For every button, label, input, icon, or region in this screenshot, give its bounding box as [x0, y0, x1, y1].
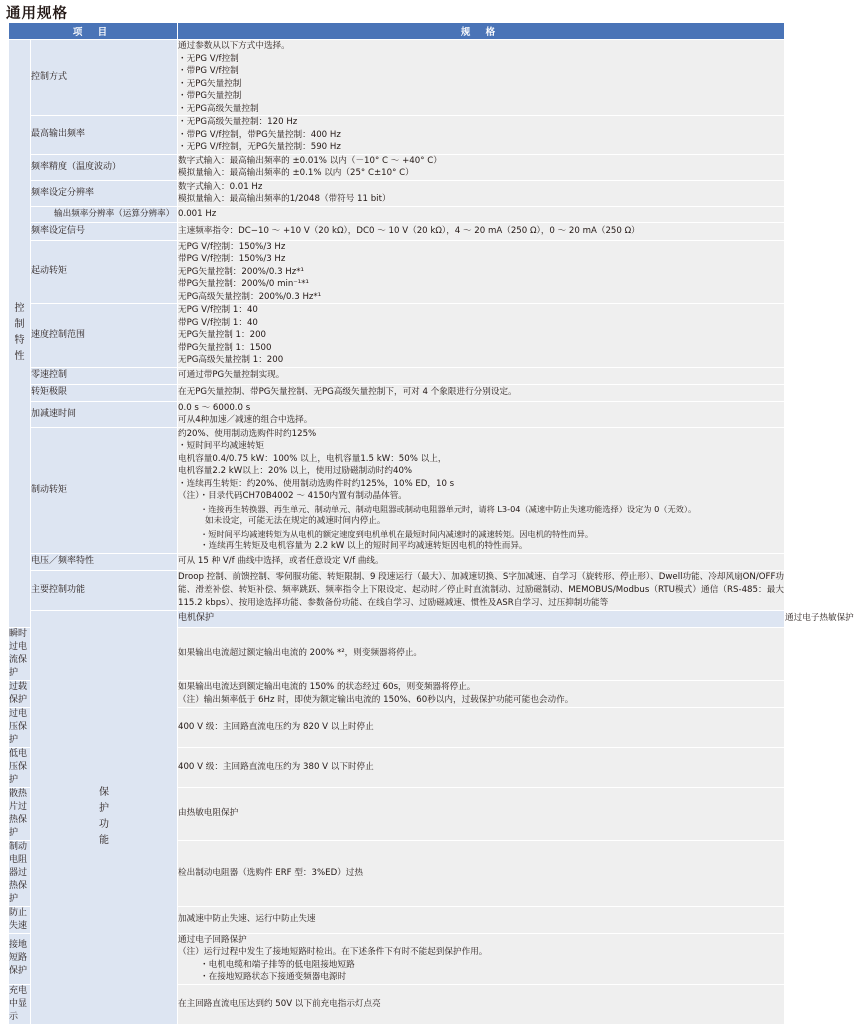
item-label: 充电中显示	[9, 984, 31, 1024]
spec-table	[8, 22, 854, 1025]
item-label: 频率精度（温度波动）	[31, 154, 178, 180]
table-row	[9, 240, 785, 304]
spec-cell: 如果输出电流超过额定输出电流的 200% *²，则变频器将停止。	[178, 627, 785, 680]
table-header-row	[9, 23, 785, 40]
spec-cell: 数字式输入：0.01 Hz 模拟量输入：最高输出频率的1/2048（带符号 11 bit）	[178, 180, 785, 206]
item-label: 制动转矩	[31, 427, 178, 553]
category-control: 控制特性	[9, 40, 31, 628]
item-label: 防止失速	[9, 906, 31, 933]
item-label: 散热片过热保护	[9, 787, 31, 840]
spec-cell: 通过电子回路保护 （注）运行过程中发生了接地短路时检出。在下述条件下有时不能起到保护作用。 ・电机电缆和端子排等的低电阻接地短路 ・在接地短路状态下接通变频器电源时	[178, 933, 785, 984]
spec-cell: 主速频率指令：DC−10 ～ +10 V（20 kΩ），DC0 ～ 10 V（20 kΩ），4 ～ 20 mA（250 Ω），0 ～ 20 mA（250 Ω）	[178, 222, 785, 240]
spec-cell: 0.001 Hz	[178, 206, 785, 222]
category-protection: 保护功能	[31, 610, 178, 1024]
table-row: 保护功能 电机保护 通过电子热敏保护	[9, 610, 785, 627]
table-row	[9, 154, 785, 180]
spec-cell: 无PG V/f控制 1：40 带PG V/f控制 1：40 无PG矢量控制 1：200 带PG矢量控制 1：1500 无PG高级矢量控制 1：200	[178, 304, 785, 368]
spec-cell: 400 V 级：主回路直流电压约为 380 V 以下时停止	[178, 747, 785, 787]
table-row	[9, 553, 785, 570]
item-label: 最高输出频率	[31, 116, 178, 155]
item-label: 零速控制	[31, 367, 178, 384]
item-label: 控制方式	[31, 40, 178, 116]
table-row	[9, 304, 785, 368]
item-label: 过载保护	[9, 680, 31, 707]
item-label: 输出频率分辨率（运算分辨率）	[31, 206, 178, 222]
item-label: 瞬时过电流保护	[9, 627, 31, 680]
spec-cell: 数字式输入：最高输出频率的 ±0.01% 以内（－10° C ～ +40° C） 模拟量输入：最高输出频率的 ±0.1% 以内（25° C±10° C）	[178, 154, 785, 180]
table-row	[9, 116, 785, 155]
item-label: 转矩极限	[31, 384, 178, 401]
item-label: 频率设定分辨率	[31, 180, 178, 206]
table-row	[9, 570, 785, 610]
table-row	[9, 40, 785, 116]
item-label: 起动转矩	[31, 240, 178, 304]
spec-cell: 可从 15 种 V/f 曲线中选择，或者任意设定 V/f 曲线。	[178, 553, 785, 570]
spec-cell: ・无PG高级矢量控制：120 Hz ・带PG V/f控制，带PG矢量控制：400 Hz ・无PG V/f控制，无PG矢量控制：590 Hz	[178, 116, 785, 155]
table-row	[9, 384, 785, 401]
item-label: 制动电阻器过热保护	[9, 840, 31, 906]
table-row	[9, 180, 785, 206]
item-label: 电压／频率特性	[31, 553, 178, 570]
spec-cell: 加减速中防止失速、运行中防止失速	[178, 906, 785, 933]
spec-cell: 检出制动电阻器（选购件 ERF 型：3%ED）过热	[178, 840, 785, 906]
table-row	[9, 206, 785, 222]
spec-cell: 0.0 s ～ 6000.0 s 可从4种加速／减速的组合中选择。	[178, 401, 785, 427]
item-label: 过电压保护	[9, 707, 31, 747]
table-row	[9, 222, 785, 240]
table-row	[9, 427, 785, 553]
item-label: 电机保护	[178, 610, 785, 627]
item-label: 速度控制范围	[31, 304, 178, 368]
spec-cell: 约20%、使用制动选购件时约125% ・短时间平均减速转矩 电机容量0.4/0.75 kW：100% 以上，电机容量1.5 kW：50% 以上， 电机容量2.2 kW以上：20% 以上，使用过励磁制动时约40% ・连续再生转矩：约20%、使用制动选购件时约125%，10% ED，10 s （注）・目录代码CH70B4002 ～ 4150内置有制动晶体管。 ・连接再生转换器、再生单元、制动单元、制动电阻器或制动电阻器单元时，请将 L3-04（减速中防止失速功能选择）设定为 0（无效）。 如未设定，可能无法在规定的减速时间内停止。 ・短时间平均减速转矩为从电机的额定速度到电机单机在最短时间内减速时的减速转矩。因电机的特性而异。 ・连续再生转矩及电机容量为 2.2 kW 以上的短时间平均减速转矩因电机的特性而异。	[178, 427, 785, 553]
page-title: 通用规格	[6, 6, 68, 22]
header-item: 项 目	[9, 23, 178, 40]
spec-cell: 通过参数从以下方式中选择。 ・无PG V/f控制 ・带PG V/f控制 ・无PG矢量控制 ・带PG矢量控制 ・无PG高级矢量控制	[178, 40, 785, 116]
spec-cell: 在主回路直流电压达到约 50V 以下前充电指示灯点亮	[178, 984, 785, 1024]
table-row	[9, 367, 785, 384]
item-label: 频率设定信号	[31, 222, 178, 240]
item-label: 主要控制功能	[31, 570, 178, 610]
header-spec: 规 格	[178, 23, 785, 40]
spec-cell: 可通过带PG矢量控制实现。	[178, 367, 785, 384]
spec-cell: 如果输出电流达到额定输出电流的 150% 的状态经过 60s，则变频器将停止。 （注）输出频率低于 6Hz 时，即使为额定输出电流的 150%、60秒以内，过载保护功能可能也会动作。	[178, 680, 785, 707]
spec-cell: 400 V 级：主回路直流电压约为 820 V 以上时停止	[178, 707, 785, 747]
spec-cell: 在无PG矢量控制、带PG矢量控制、无PG高级矢量控制下，可对 4 个象限进行分别设定。	[178, 384, 785, 401]
item-label: 低电压保护	[9, 747, 31, 787]
spec-cell: Droop 控制、前馈控制、零伺服功能、转矩限制、9 段速运行（最大）、加减速切换、S字加减速、自学习（旋转形、停止形）、Dwell功能、冷却风扇ON/OFF功能、滑差补偿、转矩补偿、频率跳跃、频率指令上下限设定、起动时／停止时直流制动、过励磁制动、MEMOBUS/Modbus（RTU模式）通信（RS-485：最大 115.2 kbps）、按用途选择功能、参数备份功能、在线自学习、过励磁减速、惯性及ASR自学习、过压抑制功能等	[178, 570, 785, 610]
item-label: 加减速时间	[31, 401, 178, 427]
spec-cell: 由热敏电阻保护	[178, 787, 785, 840]
spec-cell: 无PG V/f控制：150%/3 Hz 带PG V/f控制：150%/3 Hz 无PG矢量控制：200%/0.3 Hz*¹ 带PG矢量控制：200%/0 min⁻¹*¹ 无PG高级矢量控制：200%/0.3 Hz*¹	[178, 240, 785, 304]
item-label: 接地短路保护	[9, 933, 31, 984]
table-row	[9, 401, 785, 427]
